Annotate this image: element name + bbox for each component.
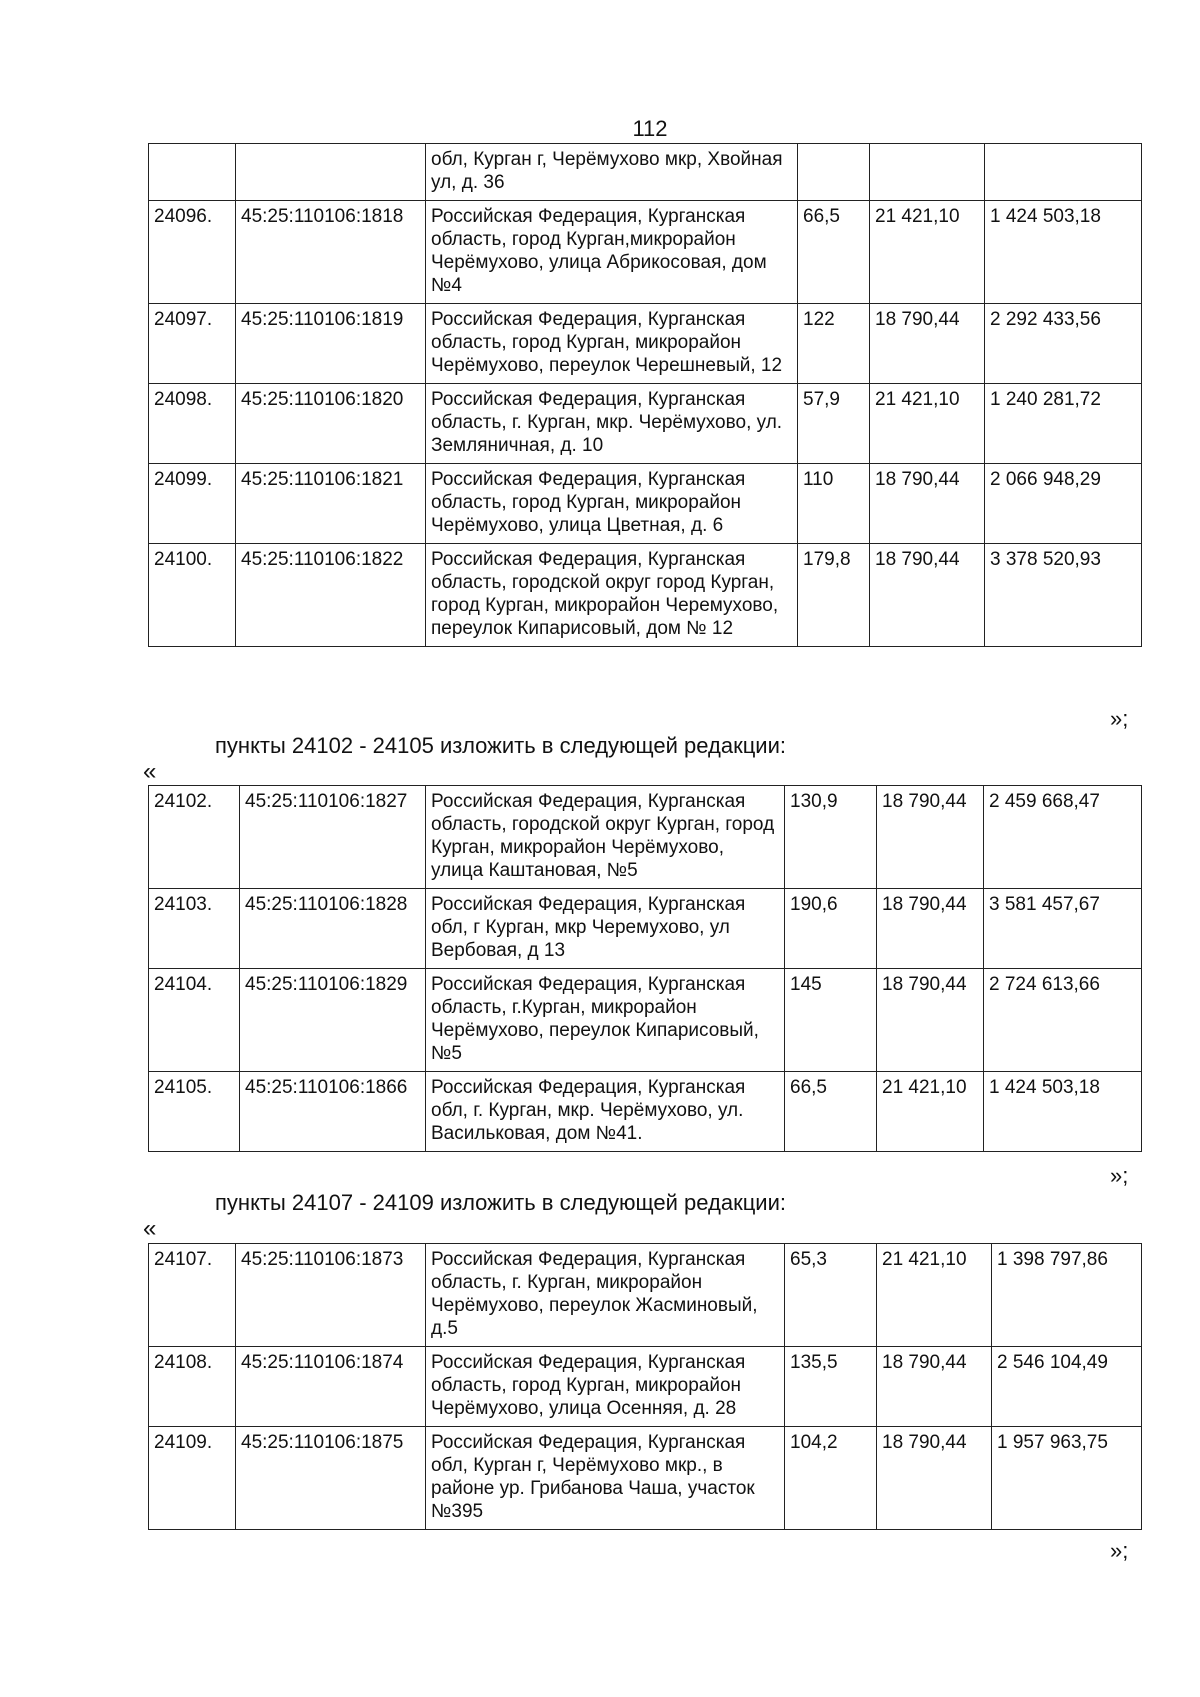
- cell-number: [149, 144, 236, 201]
- cell-cadastral: 45:25:110106:1827: [240, 786, 426, 889]
- cell-rate: 18 790,44: [870, 464, 985, 544]
- cell-value: 1 424 503,18: [984, 1072, 1142, 1152]
- cell-address: Российская Федерация, Курганская область, г. Курган, микрорайон Черёмухово, переулок Жасминовый, д.5: [426, 1244, 785, 1347]
- table-row: [149, 1347, 1142, 1427]
- cell-cadastral: 45:25:110106:1829: [240, 969, 426, 1072]
- amendment-intro-2: пункты 24107 - 24109 изложить в следующей редакции:: [215, 1190, 787, 1215]
- cell-area: 122: [798, 304, 870, 384]
- table-row: [149, 1244, 1142, 1347]
- cell-value: 1 957 963,75: [992, 1427, 1142, 1530]
- closing-quote: »;: [1110, 706, 1129, 731]
- table-body: [149, 1244, 1142, 1530]
- cell-rate: 18 790,44: [877, 1347, 992, 1427]
- cell-cadastral: 45:25:110106:1866: [240, 1072, 426, 1152]
- cell-number: 24107.: [149, 1244, 236, 1347]
- cell-area: [798, 144, 870, 201]
- opening-quote: «: [143, 1215, 157, 1242]
- cell-number: 24109.: [149, 1427, 236, 1530]
- cell-cadastral: 45:25:110106:1818: [236, 201, 426, 304]
- cell-value: [985, 144, 1142, 201]
- cell-cadastral: 45:25:110106:1821: [236, 464, 426, 544]
- cell-area: 135,5: [785, 1347, 877, 1427]
- cell-area: 65,3: [785, 1244, 877, 1347]
- property-table-2: [148, 785, 1142, 1152]
- cell-value: 3 378 520,93: [985, 544, 1142, 647]
- cell-area: 57,9: [798, 384, 870, 464]
- table-row: [149, 201, 1142, 304]
- table-row: [149, 384, 1142, 464]
- cell-rate: 21 421,10: [877, 1072, 984, 1152]
- table-row: [149, 889, 1142, 969]
- cell-rate: 18 790,44: [877, 1427, 992, 1530]
- cell-area: 179,8: [798, 544, 870, 647]
- cell-address: Российская Федерация, Курганская область, городской округ город Курган, город Курган, микрорайон Черемухово, переулок Кипарисовый, дом № 12: [426, 544, 798, 647]
- cell-area: 66,5: [785, 1072, 877, 1152]
- cell-address: Российская Федерация, Курганская обл, г Курган, мкр Черемухово, ул Вербовая, д 13: [426, 889, 785, 969]
- cell-address: Российская Федерация, Курганская обл, г. Курган, мкр. Черёмухово, ул. Васильковая, дом №41.: [426, 1072, 785, 1152]
- table-row: [149, 304, 1142, 384]
- cell-cadastral: [236, 144, 426, 201]
- cell-value: 2 066 948,29: [985, 464, 1142, 544]
- table-body: [149, 786, 1142, 1152]
- cell-cadastral: 45:25:110106:1873: [236, 1244, 426, 1347]
- cell-area: 104,2: [785, 1427, 877, 1530]
- cell-rate: 18 790,44: [877, 889, 984, 969]
- cell-value: 2 546 104,49: [992, 1347, 1142, 1427]
- cell-number: 24100.: [149, 544, 236, 647]
- cell-number: 24097.: [149, 304, 236, 384]
- table-row: [149, 786, 1142, 889]
- cell-address: Российская Федерация, Курганская область, город Курган, микрорайон Черёмухово, переулок Черешневый, 12: [426, 304, 798, 384]
- cell-rate: 21 421,10: [870, 201, 985, 304]
- cell-value: 2 724 613,66: [984, 969, 1142, 1072]
- cell-area: 190,6: [785, 889, 877, 969]
- cell-value: 1 424 503,18: [985, 201, 1142, 304]
- cell-value: 1 398 797,86: [992, 1244, 1142, 1347]
- cell-rate: 21 421,10: [870, 384, 985, 464]
- cell-area: 130,9: [785, 786, 877, 889]
- cell-number: 24103.: [149, 889, 240, 969]
- page-number: 112: [632, 116, 668, 141]
- property-table-3: [148, 1243, 1142, 1530]
- cell-rate: 21 421,10: [877, 1244, 992, 1347]
- table-body: [149, 144, 1142, 647]
- cell-address: Российская Федерация, Курганская область, г.Курган, микрорайон Черёмухово, переулок Кипарисовый, №5: [426, 969, 785, 1072]
- cell-address: Российская Федерация, Курганская область, город Курган, микрорайон Черёмухово, улица Осенняя, д. 28: [426, 1347, 785, 1427]
- cell-rate: 18 790,44: [877, 969, 984, 1072]
- cell-address: обл, Курган г, Черёмухово мкр, Хвойная ул, д. 36: [426, 144, 798, 201]
- cell-number: 24096.: [149, 201, 236, 304]
- opening-quote: «: [143, 758, 157, 785]
- cell-value: 2 459 668,47: [984, 786, 1142, 889]
- cell-cadastral: 45:25:110106:1875: [236, 1427, 426, 1530]
- cell-area: 145: [785, 969, 877, 1072]
- cell-number: 24099.: [149, 464, 236, 544]
- cell-address: Российская Федерация, Курганская область, г. Курган, мкр. Черёмухово, ул. Земляничная, д. 10: [426, 384, 798, 464]
- cell-address: Российская Федерация, Курганская обл, Курган г, Черёмухово мкр., в районе ур. Грибанова Чаша, участок №395: [426, 1427, 785, 1530]
- cell-rate: 18 790,44: [870, 304, 985, 384]
- cell-area: 66,5: [798, 201, 870, 304]
- cell-number: 24098.: [149, 384, 236, 464]
- cell-rate: 18 790,44: [870, 544, 985, 647]
- table-row: [149, 1427, 1142, 1530]
- cell-cadastral: 45:25:110106:1819: [236, 304, 426, 384]
- closing-quote: »;: [1110, 1163, 1129, 1188]
- cell-number: 24108.: [149, 1347, 236, 1427]
- table-row: [149, 1072, 1142, 1152]
- closing-quote: »;: [1110, 1538, 1129, 1563]
- table-row: [149, 544, 1142, 647]
- cell-value: 3 581 457,67: [984, 889, 1142, 969]
- cell-cadastral: 45:25:110106:1822: [236, 544, 426, 647]
- cell-cadastral: 45:25:110106:1820: [236, 384, 426, 464]
- cell-address: Российская Федерация, Курганская область, городской округ Курган, город Курган, микрорайон Черёмухово, улица Каштановая, №5: [426, 786, 785, 889]
- amendment-intro-1: пункты 24102 - 24105 изложить в следующей редакции:: [215, 733, 787, 758]
- table-row: [149, 464, 1142, 544]
- cell-rate: 18 790,44: [877, 786, 984, 889]
- cell-rate: [870, 144, 985, 201]
- cell-area: 110: [798, 464, 870, 544]
- cell-value: 1 240 281,72: [985, 384, 1142, 464]
- property-table-1: [148, 143, 1142, 647]
- cell-cadastral: 45:25:110106:1828: [240, 889, 426, 969]
- cell-address: Российская Федерация, Курганская область, город Курган,микрорайон Черёмухово, улица Абрикосовая, дом №4: [426, 201, 798, 304]
- cell-number: 24105.: [149, 1072, 240, 1152]
- cell-number: 24102.: [149, 786, 240, 889]
- cell-address: Российская Федерация, Курганская область, город Курган, микрорайон Черёмухово, улица Цветная, д. 6: [426, 464, 798, 544]
- cell-cadastral: 45:25:110106:1874: [236, 1347, 426, 1427]
- cell-number: 24104.: [149, 969, 240, 1072]
- table-row: [149, 144, 1142, 201]
- table-row: [149, 969, 1142, 1072]
- cell-value: 2 292 433,56: [985, 304, 1142, 384]
